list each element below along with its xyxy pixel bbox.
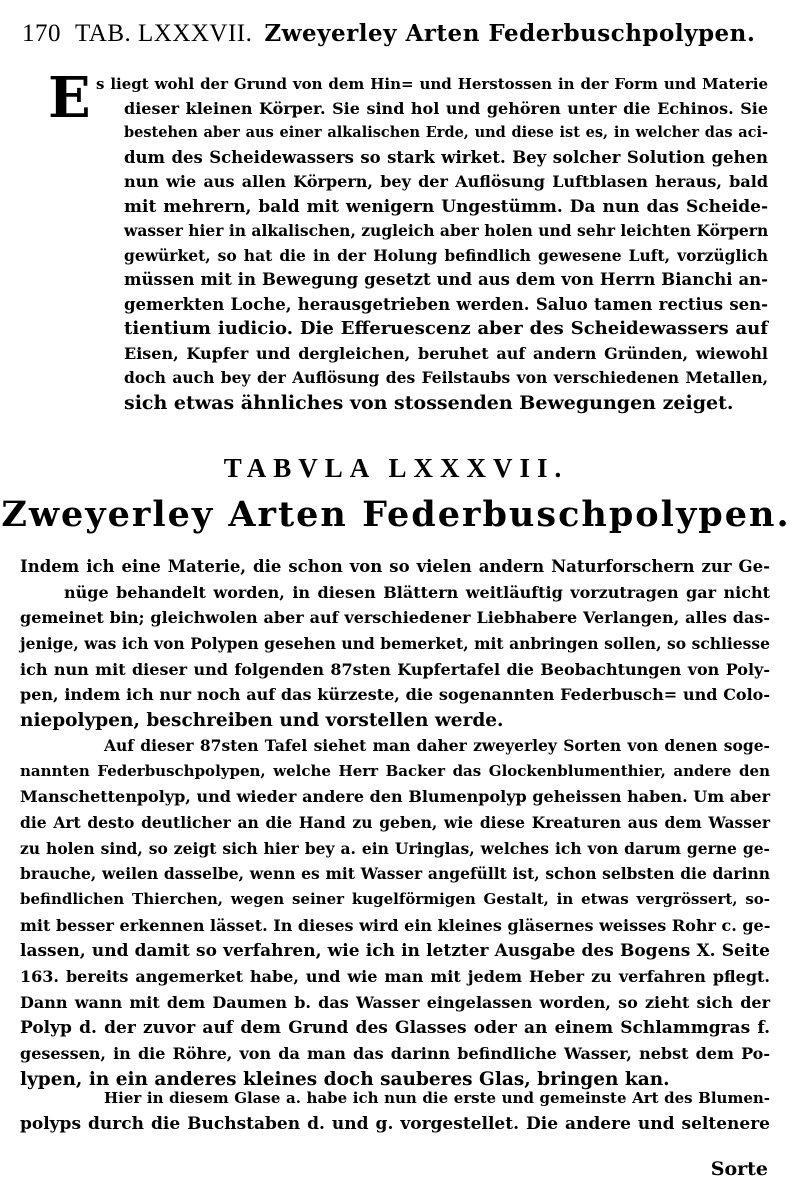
- text-line: niepolypen, beschreiben und vorstellen werde.: [20, 710, 504, 732]
- running-head: [22, 18, 782, 58]
- text-line: gemeinet bin; gleichwolen aber auf verschiedener Liebhabere Verlangen, alles das-: [20, 608, 770, 628]
- catchword: Sorte: [710, 1158, 768, 1180]
- text-line: mit mehrern, bald mit wenigern Ungestümm. Da nun das Scheide-: [124, 196, 768, 217]
- text-line: gesessen, in die Röhre, von da man das darinn befindliche Wasser, nebst dem Po-: [20, 1044, 770, 1064]
- text-line: Eisen, Kupfer und dergleichen, beruhet auf andern Gründen, wiewohl: [124, 343, 768, 363]
- text-line: die Art desto deutlicher an die Hand zu geben, wie diese Kreaturen aus dem Wasser: [20, 813, 770, 833]
- text-line: ich nun mit dieser und folgenden 87sten Kupfertafel die Beobachtungen von Poly-: [20, 659, 770, 679]
- text-line: nüge behandelt worden, in diesen Blättern weitläuftig vorzutragen gar nicht: [64, 582, 770, 602]
- text-line: brauche, weilen dasselbe, wenn es mit Wasser angefüllt ist, schon selbsten die darinn: [20, 864, 770, 884]
- text-line: Dann wann mit dem Daumen b. das Wasser eingelassen worden, so zieht sich der: [20, 992, 770, 1012]
- text-line: Hier in diesem Glase a. habe ich nun die erste und gemeinste Art des Blumen-: [104, 1089, 770, 1107]
- running-title: Zweyerley Arten Federbuschpolypen.: [264, 20, 756, 47]
- text-line: jenige, was ich von Polypen gesehen und bemerket, mit anbringen sollen, so schliesse: [20, 634, 770, 654]
- text-line: befindlichen Thierchen, wegen seiner kugelförmigen Gestalt, in etwas vergrössert, so-: [20, 890, 770, 909]
- text-line: sich etwas ähnliches von stossenden Bewegungen zeiget.: [124, 391, 734, 414]
- paragraph-intro: [20, 554, 770, 734]
- text-line: dum des Scheidewassers so stark wirket. Bey solcher Solution gehen: [124, 147, 768, 167]
- plate-reference: TAB. LXXXVII.: [75, 20, 253, 47]
- text-line: Auf dieser 87sten Tafel siehet man daher zweyerley Sorten von denen soge-: [104, 736, 770, 755]
- plate-subtitle: Zweyerley Arten Federbuschpolypen.: [1, 494, 791, 535]
- text-line: lypen, in ein anderes kleines doch sauberes Glas, bringen kan.: [20, 1068, 670, 1090]
- text-line: müssen mit in Bewegung gesetzt und aus dem von Herrn Bianchi an-: [124, 270, 768, 289]
- dropcap-e: E: [48, 65, 91, 131]
- text-line: wasser hier in alkalischen, zugleich aber holen und sehr leichten Körpern: [124, 221, 769, 240]
- text-line: Indem ich eine Materie, die schon von so vielen andern Naturforschern zur Ge-: [20, 557, 770, 576]
- text-line: lassen, und damit so verfahren, wie ich in letzter Ausgabe des Bogens X. Seite: [20, 940, 770, 961]
- text-line: 163. bereits angemerket habe, und wie man mit jedem Heber zu verfahren pflegt.: [20, 967, 770, 987]
- text-line: gewürket, so hat die in der Holung befindlich gewesene Luft, vorzüglich: [124, 245, 768, 265]
- text-line: Manschettenpolyp, und wieder andere den Blumenpolyp geheissen haben. Um aber: [20, 787, 770, 807]
- text-line: polyps durch die Buchstaben d. und g. vorgestellet. Die andere und seltenere: [20, 1113, 770, 1134]
- plate-title: TABVLA LXXXVII.: [223, 453, 569, 483]
- text-line: mit besser erkennen lässet. In dieses wird ein kleines gläsernes weisses Rohr c. ge-: [20, 915, 771, 935]
- text-line: zu holen sind, so zeigt sich hier bey a. ein Uringlas, welches ich von darum gerne ge-: [20, 838, 770, 858]
- paragraph-plate-description: [20, 733, 770, 1093]
- paragraph-first-kind: [20, 1086, 770, 1137]
- text-line: pen, indem ich nur noch auf das kürzeste, die sogenannten Federbusch= und Colo-: [20, 685, 770, 705]
- text-line: nannten Federbuschpolypen, welche Herr Backer das Glockenblumenthier, andere den: [20, 761, 770, 780]
- text-line: s liegt wohl der Grund von dem Hin= und Herstossen in der Form und Materie: [96, 75, 768, 93]
- text-line: bestehen aber aus einer alkalischen Erde, und diese ist es, in welcher das aci-: [124, 124, 768, 141]
- text-line: Polyp d. der zuvor auf dem Grund des Glasses oder an einem Schlammgras f.: [20, 1017, 770, 1038]
- text-line: doch auch bey der Auflösung des Feilstaubs von verschiedenen Metallen,: [124, 368, 768, 387]
- continued-paragraph: [60, 72, 768, 415]
- text-line: nun wie aus allen Körpern, bey der Auflösung Luftblasen heraus, bald: [124, 172, 768, 191]
- text-line: tientium iudicio. Die Efferuescenz aber des Scheidewassers auf: [124, 318, 768, 339]
- page-number: 170: [22, 20, 61, 47]
- text-line: gemerkten Loche, herausgetrieben werden. Saluo tamen rectius sen-: [124, 294, 768, 314]
- text-line: dieser kleinen Körper. Sie sind hol und gehören unter die Echinos. Sie: [124, 98, 768, 118]
